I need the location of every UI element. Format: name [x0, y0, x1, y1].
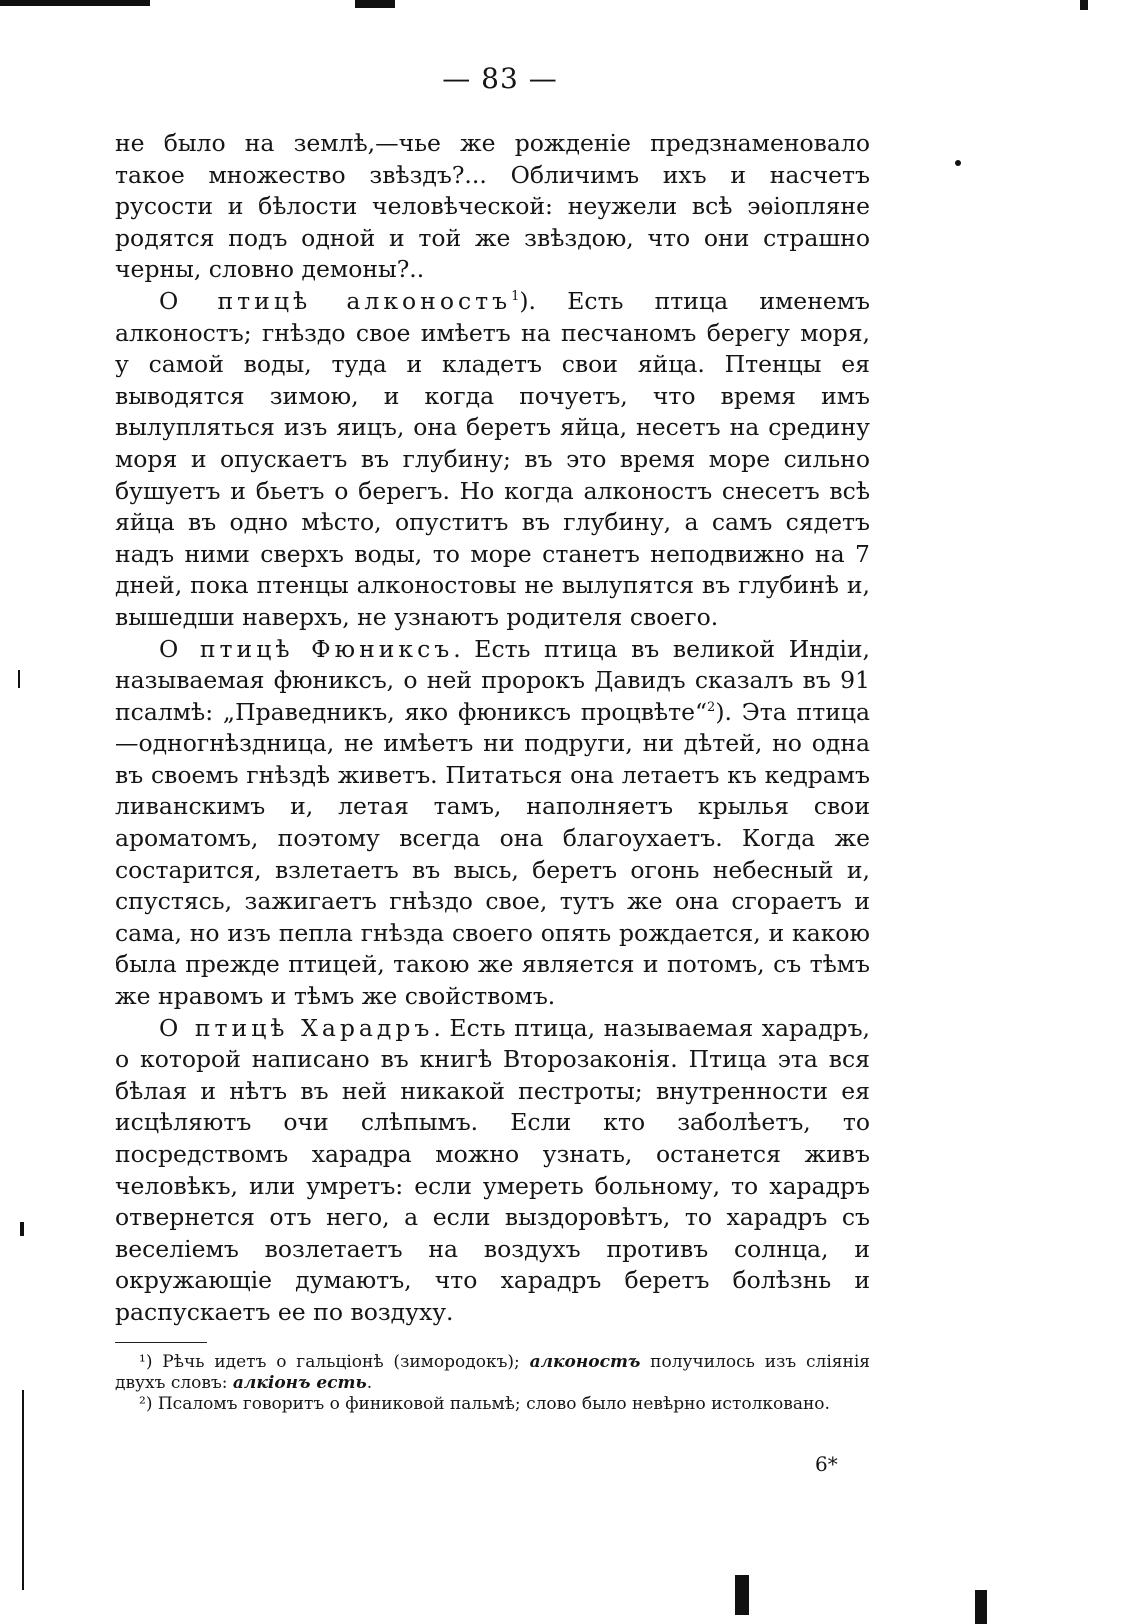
footnote-1	[115, 1352, 870, 1394]
scan-mark-left-1	[18, 670, 20, 688]
footnotes	[115, 1352, 870, 1415]
heading-funiks: О птицѣ Фюниксъ	[159, 634, 454, 663]
heading-alkonost: О птицѣ алконостъ	[159, 286, 512, 315]
paragraph-1	[115, 128, 870, 286]
scan-mark-top-left	[0, 0, 150, 6]
scan-mark-left-2	[20, 1222, 24, 1236]
footnote-1-text-b: получилось изъ сліянія двухъ словъ:	[115, 1352, 870, 1393]
footnote-1-italic-a: алконостъ	[529, 1352, 641, 1372]
footnote-ref-2: 2	[707, 699, 716, 715]
scan-mark-bottom-center	[735, 1575, 749, 1615]
paragraph-funiks-text: ). Эта птица—одногнѣздница, не имѣетъ ни подруги, ни дѣтей, но одна въ своемъ гнѣздѣ живетъ. Питаться она летаетъ къ кедрамъ ливанскимъ и, летая тамъ, наполняетъ крылья свои ароматомъ, поэтому всегда она благоухаетъ. Когда же состарится, взлетаетъ въ высь, беретъ огонь небесный и, спустясь, зажигаетъ гнѣздо свое, тутъ же она сгораетъ и сама, но изъ пепла гнѣзда своего опять рождается, и какою была прежде птицей, такою же является и потомъ, съ тѣмъ же нравомъ и тѣмъ же свойствомъ.	[115, 697, 870, 1011]
paragraph-kharadr	[115, 1013, 870, 1329]
paragraph-kharadr-text: . Есть птица, называемая харадръ, о которой написано въ книгѣ Второзаконія. Птица эта вся бѣлая и нѣтъ въ ней никакой пестроты; внутренности ея исцѣляютъ очи слѣпымъ. Если кто заболѣетъ, то посредствомъ харадра можно узнать, останется живъ человѣкъ, или умретъ: если умереть больному, то харадръ отвернется отъ него, а если выздоровѣтъ, то харадръ съ веселіемъ возлетаетъ на воздухъ противъ солнца, и окружающіе думаютъ, что харадръ беретъ болѣзнь и распускаетъ ее по воздуху.	[115, 1013, 870, 1326]
scan-mark-left-3	[22, 1390, 24, 1590]
heading-kharadr: О птицѣ Харадръ	[159, 1013, 434, 1042]
footnote-1-text-c: .	[366, 1373, 373, 1393]
body-text	[115, 128, 870, 1329]
footnote-2-mark: ²)	[139, 1394, 153, 1414]
footnote-1-text-a: Рѣчь идетъ о гальціонѣ (зимородокъ);	[152, 1352, 530, 1372]
paragraph-funiks-text-before: . Есть птица въ великой Индіи, называемая фюниксъ, о ней пророкъ Давидъ сказалъ въ 91 псалмѣ: „Праведникъ, яко фюниксъ процвѣте“	[115, 634, 870, 726]
paragraph-1-text: не было на землѣ,—чье же рожденіе предзнаменовало такое множество звѣздъ?... Обличимъ ихъ и насчетъ русости и бѣлости человѣческой: неужели всѣ эѳіопляне родятся подъ одной и той же звѣздою, что они страшно черны, словно демоны?..	[115, 129, 870, 284]
paragraph-alkonost	[115, 286, 870, 634]
scan-mark-top	[355, 0, 395, 8]
footnote-divider	[115, 1342, 207, 1343]
scan-mark-bottom-right	[975, 1590, 987, 1624]
footnote-1-italic-b: алкіонъ есть	[232, 1373, 367, 1393]
scan-mark-top-right	[1080, 0, 1088, 10]
page-number: — 83 —	[442, 62, 558, 95]
scan-mark-right-dot	[955, 160, 961, 166]
paragraph-alkonost-text: ). Есть птица именемъ алконостъ; гнѣздо свое имѣетъ на песчаномъ берегу моря, у самой воды, туда и кладетъ свои яйца. Птенцы ея выводятся зимою, и когда почуетъ, что время имъ вылупляться изъ яицъ, она беретъ яйца, несетъ на средину моря и опускаетъ въ глубину; въ это время море сильно бушуетъ и бьетъ о берегъ. Но когда алконостъ снесетъ всѣ яйца въ одно мѣсто, опуститъ въ глубину, а самъ сядетъ надъ ними сверхъ воды, то море станетъ неподвижно на 7 дней, пока птенцы алконостовы не вылупятся въ глубинѣ и, вышедши наверхъ, не узнаютъ родителя своего.	[115, 286, 870, 631]
footnote-2	[115, 1394, 870, 1415]
footnote-1-mark: ¹)	[139, 1352, 153, 1372]
signature-mark: 6*	[815, 1452, 838, 1476]
paragraph-funiks	[115, 634, 870, 1013]
footnote-2-text-a: Псаломъ говоритъ о финиковой пальмѣ; слово было невѣрно истолковано.	[152, 1394, 830, 1414]
footnote-ref-1: 1	[511, 289, 520, 305]
